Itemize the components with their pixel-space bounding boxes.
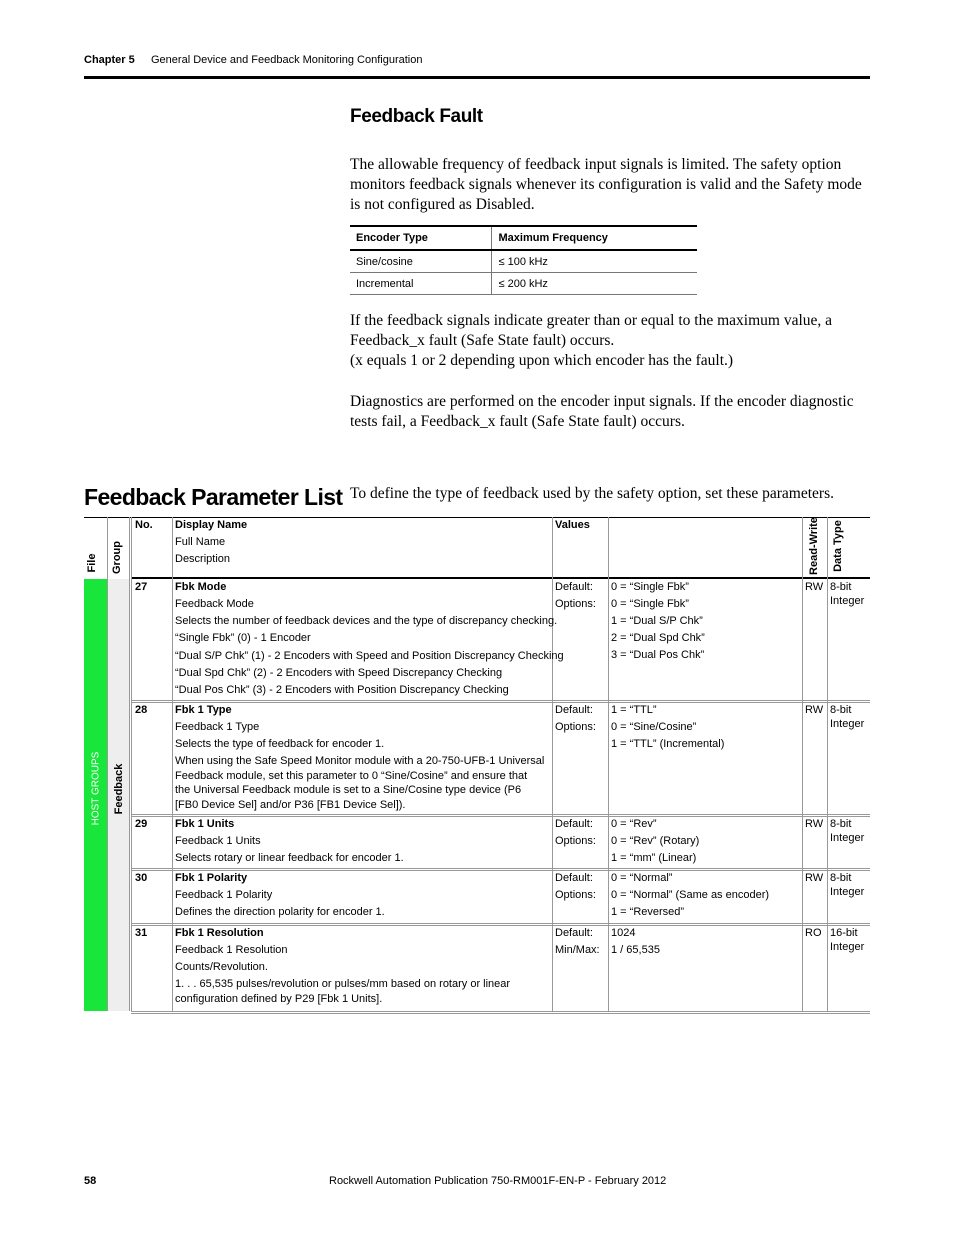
read-write-value: RW	[805, 872, 824, 884]
param-display-name: Fbk Mode	[175, 581, 227, 593]
column-divider	[608, 517, 609, 1011]
feedback-fault-paragraph-1: The allowable frequency of feedback input signals is limited. The safety option monitors feedback signals whenever its configuration is valid and the Safety mode is not configured as Disabled.	[350, 156, 862, 213]
value-option: 2 = “Dual Spd Chk”	[611, 632, 705, 644]
data-type-bits: 16-bit	[830, 927, 858, 939]
value-label: Options:	[555, 889, 596, 901]
value-label: Default:	[555, 818, 593, 830]
column-divider	[827, 517, 828, 1011]
param-description-line: Selects the type of feedback for encoder 1.	[175, 738, 385, 750]
param-description-line: “Dual S/P Chk” (1) - 2 Encoders with Speed and Position Discrepancy Checking	[175, 649, 564, 662]
param-description-line: Counts/Revolution.	[175, 961, 268, 973]
data-type-kind: Integer	[830, 832, 865, 844]
col-read-write: Read-Write	[808, 517, 820, 575]
param-full-name: Feedback 1 Polarity	[175, 889, 273, 901]
read-write-value: RW	[805, 818, 824, 830]
param-display-name: Fbk 1 Resolution	[175, 927, 264, 939]
table-row	[350, 273, 697, 295]
row-separator	[131, 702, 870, 703]
param-number: 29	[135, 818, 148, 830]
value-option: 0 = “Rev” (Rotary)	[611, 835, 700, 847]
value-label: Default:	[555, 581, 593, 593]
value-label: Default:	[555, 872, 593, 884]
param-description-note: When using the Safe Speed Monitor module with a 20-750-UFB-1 Universal Feedback module, set this parameter to 0 “Sine/Cosine” and ensure that the Universal Feedback module is set to a Sine/Cosine type device (P6 [FB0 Device Sel] and/or P36 [FB1 Device Sel]).	[175, 755, 545, 811]
col-encoder-type: Encoder Type	[350, 226, 492, 250]
column-divider	[802, 517, 803, 1011]
data-type-bits: 8-bit	[830, 872, 852, 884]
value-option: 1 = “TTL”	[611, 704, 657, 716]
value-option: 1 = “Dual S/P Chk”	[611, 615, 703, 627]
host-groups-label: HOST GROUPS	[90, 751, 102, 826]
feedback-fault-paragraph-2: If the feedback signals indicate greater than or equal to the maximum value, a Feedback_x fault (Safe State fault) occurs.	[350, 312, 833, 349]
row-separator	[131, 1013, 870, 1014]
param-number: 28	[135, 704, 148, 716]
value-option: 1 = “Reversed”	[611, 906, 685, 918]
data-type-bits: 8-bit	[830, 818, 852, 830]
value-label: Options:	[555, 598, 596, 610]
param-display-name: Fbk 1 Polarity	[175, 872, 248, 884]
col-maximum-frequency: Maximum Frequency	[492, 226, 697, 250]
row-separator	[131, 1011, 870, 1012]
table-cell: Sine/cosine	[350, 250, 492, 273]
value-label: Default:	[555, 927, 593, 939]
param-description-line: Selects the number of feedback devices and the type of discrepancy checking.	[175, 615, 558, 627]
value-option: 0 = “Normal” (Same as encoder)	[611, 889, 770, 901]
feedback-fault-heading: Feedback Fault	[350, 106, 483, 127]
param-description-line: Selects rotary or linear feedback for encoder 1.	[175, 852, 404, 864]
value-option: 1024	[611, 927, 636, 939]
row-separator	[131, 923, 870, 924]
parameter-table	[84, 517, 870, 1011]
chapter-title: General Device and Feedback Monitoring Configuration	[151, 54, 423, 66]
col-full-name: Full Name	[175, 536, 226, 548]
column-divider	[107, 517, 108, 1011]
read-write-value: RW	[805, 704, 824, 716]
value-option: 3 = “Dual Pos Chk”	[611, 649, 705, 661]
param-number: 31	[135, 927, 148, 939]
data-type-kind: Integer	[830, 595, 865, 607]
column-divider	[131, 517, 132, 1011]
row-separator	[131, 868, 870, 869]
data-type-kind: Integer	[830, 941, 865, 953]
feedback-parameter-list-intro: To define the type of feedback used by the safety option, set these parameters.	[350, 485, 834, 502]
column-divider	[129, 517, 130, 1011]
table-cell: Incremental	[350, 273, 492, 295]
col-data-type: Data Type	[832, 520, 844, 572]
param-description-note: 1. . . 65,535 pulses/revolution or pulses/mm based on rotary or linear configuration defined by P29 [Fbk 1 Units].	[175, 978, 511, 1005]
value-label: Options:	[555, 835, 596, 847]
param-display-name: Fbk 1 Units	[175, 818, 235, 830]
value-option: 0 = “Single Fbk”	[611, 581, 689, 593]
data-type-kind: Integer	[830, 886, 865, 898]
param-full-name: Feedback 1 Resolution	[175, 944, 288, 956]
chapter-label: Chapter 5	[84, 54, 135, 66]
feedback-group-label: Feedback	[113, 763, 125, 815]
value-option: 0 = “Sine/Cosine”	[611, 721, 697, 733]
table-cell: ≤ 100 kHz	[492, 250, 697, 273]
col-values: Values	[555, 519, 590, 531]
publication-info: Rockwell Automation Publication 750-RM001F-EN-P - February 2012	[329, 1175, 667, 1187]
value-label: Min/Max:	[555, 944, 600, 956]
param-display-name: Fbk 1 Type	[175, 704, 232, 716]
param-description-line: “Dual Spd Chk” (2) - 2 Encoders with Speed Discrepancy Checking	[175, 666, 503, 679]
value-option: 0 = “Normal”	[611, 872, 673, 884]
page-number: 58	[84, 1175, 97, 1187]
data-type-kind: Integer	[830, 718, 865, 730]
column-divider	[172, 517, 173, 1011]
param-description-line: “Single Fbk” (0) - 1 Encoder	[175, 632, 311, 645]
col-group: Group	[111, 541, 123, 574]
feedback-fault-paragraph-3: (x equals 1 or 2 depending upon which encoder has the fault.)	[350, 352, 734, 369]
table-row	[350, 250, 697, 273]
col-description: Description	[175, 553, 231, 565]
col-no: No.	[135, 519, 153, 531]
read-write-value: RO	[805, 927, 822, 939]
read-write-value: RW	[805, 581, 824, 593]
value-option: 0 = “Rev”	[611, 818, 657, 830]
encoder-frequency-table	[350, 225, 697, 295]
feedback-parameter-list-heading: Feedback Parameter List	[84, 484, 343, 510]
row-separator	[131, 814, 870, 815]
row-separator	[131, 700, 870, 701]
value-option: 1 / 65,535	[611, 944, 660, 956]
param-description-line: Defines the direction polarity for encoder 1.	[175, 906, 385, 918]
value-option: 1 = “mm” (Linear)	[611, 852, 697, 864]
param-full-name: Feedback Mode	[175, 598, 254, 610]
row-separator	[131, 816, 870, 817]
page-header	[84, 52, 870, 79]
value-option: 1 = “TTL” (Incremental)	[611, 738, 725, 750]
param-number: 27	[135, 581, 148, 593]
value-label: Options:	[555, 721, 596, 733]
col-display-name: Display Name	[175, 519, 248, 531]
value-option: 0 = “Single Fbk”	[611, 598, 689, 610]
value-label: Default:	[555, 704, 593, 716]
param-description-line: “Dual Pos Chk” (3) - 2 Encoders with Position Discrepancy Checking	[175, 684, 509, 697]
param-full-name: Feedback 1 Type	[175, 721, 260, 733]
feedback-fault-paragraph-4: Diagnostics are performed on the encoder input signals. If the encoder diagnostic tests fail, a Feedback_x fault (Safe State fault) occurs.	[350, 393, 854, 430]
data-type-bits: 8-bit	[830, 581, 852, 593]
param-full-name: Feedback 1 Units	[175, 835, 261, 847]
data-type-bits: 8-bit	[830, 704, 852, 716]
param-number: 30	[135, 872, 148, 884]
col-file: File	[86, 553, 98, 573]
table-cell: ≤ 200 kHz	[492, 273, 697, 295]
column-divider	[552, 517, 553, 1011]
header-bottom-rule	[131, 577, 870, 579]
